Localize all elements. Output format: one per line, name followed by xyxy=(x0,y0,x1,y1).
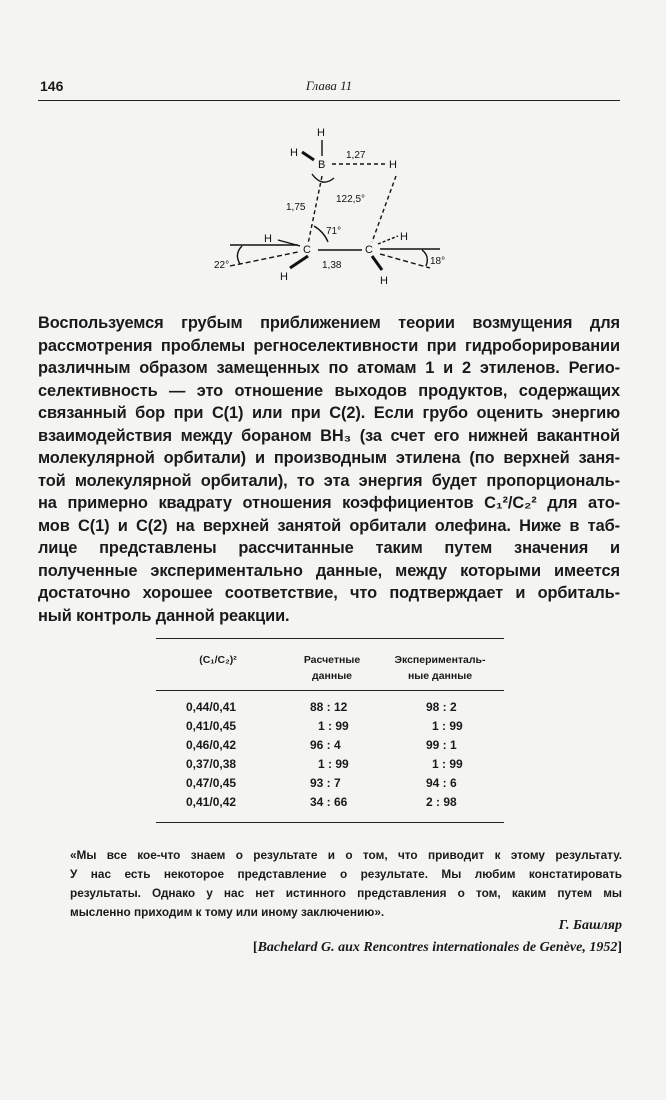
table-cell: 99 : 1 xyxy=(426,738,457,752)
label-bc-length: 1,75 xyxy=(286,202,306,213)
atom-c2: C xyxy=(365,244,373,256)
table-header-ratio: (C₁/C₂)² xyxy=(199,654,237,666)
table-cell: 0,47/0,45 xyxy=(186,776,237,790)
paragraph-line: той молекулярной орбитали), то эта энергия будет пропорциональ- xyxy=(38,471,620,490)
table-cell: 2 : 98 xyxy=(426,795,457,809)
label-angle-left: 22° xyxy=(214,260,230,271)
paragraph-line: достаточно хорошее соответствие, что подтверждает и орбиталь- xyxy=(38,584,620,602)
table-cell: 1 : 99 xyxy=(318,719,349,733)
atom-h-c1-below: H xyxy=(280,271,288,283)
table-header-calculated: Расчетные данные xyxy=(303,654,361,682)
table-cell: 0,46/0,42 xyxy=(186,738,237,752)
paragraph-line: рассмотрения проблемы регноселективности при гидроборировании xyxy=(38,336,620,355)
epigraph-author: Г. Башляр xyxy=(558,918,622,933)
bond-h-c2 xyxy=(372,176,396,242)
angle-arc-hbh xyxy=(312,174,334,182)
atom-h-c2-below: H xyxy=(380,275,388,287)
paragraph-line: лице представлены рассчитанные таким путем значения и xyxy=(38,539,620,557)
angle-arc-left xyxy=(237,246,242,264)
paragraph-line: полученные экспериментально данные, между которыми имеется xyxy=(38,561,620,580)
atom-h-c2: H xyxy=(400,231,408,243)
epigraph xyxy=(70,846,622,922)
atom-c1: C xyxy=(303,244,311,256)
bond-c2-h-right xyxy=(378,236,398,244)
paragraph-line: ный контроль данной реакции. xyxy=(38,606,290,625)
table-cell: 1 : 99 xyxy=(318,757,349,771)
bond-c2-h-below xyxy=(372,256,382,270)
label-cc-length: 1,38 xyxy=(322,260,342,271)
atom-h-left: H xyxy=(290,147,298,159)
paragraph-line: молекулярной орбитали) и производным этилена (по верхней заня- xyxy=(38,449,620,467)
table-cell: 98 : 2 xyxy=(426,700,457,714)
bond-b-c1 xyxy=(308,176,322,244)
atom-h-bridge: H xyxy=(389,159,397,171)
chapter-title: Глава 11 xyxy=(305,78,353,93)
label-angle-hbh: 122,5° xyxy=(336,194,366,205)
atom-h-top: H xyxy=(317,127,325,139)
table-cell: 34 : 66 xyxy=(310,795,348,809)
label-bh-length: 1,27 xyxy=(346,150,366,161)
bond-b-h-left xyxy=(302,152,314,160)
paragraph-line: мов C(1) и C(2) на верхней занятой орбитали олефина. Ниже в таб- xyxy=(38,516,620,535)
body-paragraph xyxy=(38,312,620,627)
paragraph-line: на примерно квадрату отношения коэффициентов C₁²/C₂² для ато- xyxy=(38,494,620,512)
paragraph-line: различным образом замещенных по атомам 1 и 2 этиленов. Регио- xyxy=(38,359,620,377)
table-cell: 88 : 12 xyxy=(310,700,348,714)
paragraph-line: селективность — это отношение выходов продуктов, содержащих xyxy=(38,381,620,400)
angle-arc-right xyxy=(422,250,427,266)
paragraph-line: связанный бор при C(1) или при C(2). Если грубо оценить энергию xyxy=(38,404,620,422)
bond-c1-lower xyxy=(230,252,298,266)
label-angle-right: 18° xyxy=(430,256,446,267)
table-cell: 1 : 99 xyxy=(432,757,463,771)
bond-c2-lower xyxy=(380,254,430,268)
paragraph-line: Воспользуемся грубым приближением теории возмущения для xyxy=(38,314,620,332)
epigraph-line: результаты. Однако у нас нет истинного представления о том, каким путем мы xyxy=(70,886,622,900)
table-header-experimental: Эксперименталь-ные данные xyxy=(394,654,486,682)
atom-b: B xyxy=(318,159,326,171)
label-angle-bcc: 71° xyxy=(326,226,342,237)
table-cell: 96 : 4 xyxy=(310,738,341,752)
table-cell: 93 : 7 xyxy=(310,776,341,790)
epigraph-line: У нас есть некоторое представление о результате. Мы любим констатировать xyxy=(70,867,622,881)
page-number: 146 xyxy=(40,78,64,94)
paragraph-line: взаимодействия между бораном BH₃ (за счет его нижней вакантной xyxy=(38,426,620,445)
page-header xyxy=(38,76,620,101)
transition-state-diagram xyxy=(200,118,470,300)
epigraph-citation: [Bachelard G. aux Rencontres internationales de Genève, 1952] xyxy=(252,940,622,955)
table-rule-bottom xyxy=(156,822,504,823)
table-cell: 0,44/0,41 xyxy=(186,700,237,714)
table-cell: 0,41/0,42 xyxy=(186,795,237,809)
epigraph-line: «Мы все кое-что знаем о результате и о том, что приводит к этому результату. xyxy=(70,848,622,862)
table-cell: 1 : 99 xyxy=(432,719,463,733)
table-rule-top xyxy=(156,638,504,639)
table-cell: 0,37/0,38 xyxy=(186,757,237,771)
atom-h-c1: H xyxy=(264,233,272,245)
epigraph-line: мысленно приходим к тому или иному заключению». xyxy=(70,905,385,919)
bond-c1-h-below xyxy=(290,256,308,268)
citation-text: Bachelard G. aux Rencontres internationales de Genève, 1952 xyxy=(257,940,618,955)
table-rule-mid xyxy=(156,690,504,691)
table-cell: 94 : 6 xyxy=(426,776,457,790)
table-cell: 0,41/0,45 xyxy=(186,719,237,733)
